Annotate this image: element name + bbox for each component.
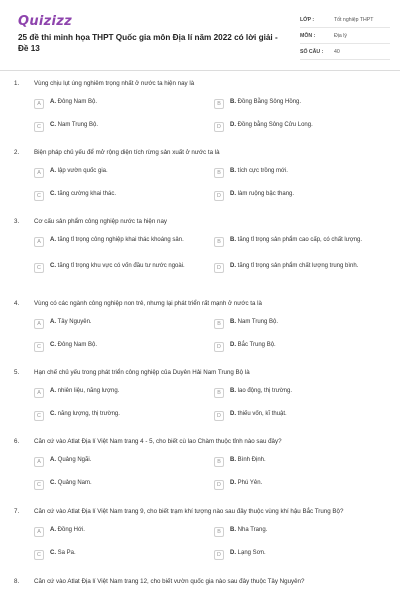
option-text: lập vườn quốc gia. (57, 168, 108, 174)
option-content (230, 318, 278, 326)
option-prefix: B. (230, 527, 236, 533)
option-prefix: D. (230, 480, 236, 486)
option-letter: C (34, 342, 44, 352)
option-content (50, 262, 185, 270)
option-letter: C (34, 411, 44, 421)
option-content (50, 167, 108, 175)
question-text: Hạn chế chủ yếu trong phát triển công nghiệp của Duyên Hải Nam Trung Bộ là (34, 369, 250, 376)
meta-value: Địa lý (334, 32, 347, 39)
option-content (50, 341, 97, 349)
option-prefix: C. (50, 480, 56, 486)
question-number: 4. (14, 300, 20, 307)
option-text: Quảng Nam. (57, 480, 92, 486)
option-text: Đông Nam Bộ. (57, 342, 98, 348)
question-text: Cơ cấu sản phẩm công nghiệp nước ta hiện nay (34, 218, 167, 225)
option-prefix: C. (50, 411, 56, 417)
meta-key: LỚP : (300, 16, 315, 23)
option-letter: B (214, 319, 224, 329)
option-text: lao động, thị trường. (237, 388, 292, 394)
option-content (50, 479, 92, 487)
option-text: Phú Yên. (237, 480, 263, 486)
option-letter: B (214, 527, 224, 537)
option-c[interactable] (34, 410, 204, 421)
option-prefix: B. (230, 319, 236, 325)
option-letter: D (214, 480, 224, 490)
option-prefix: D. (230, 411, 236, 417)
option-a[interactable] (34, 456, 204, 467)
option-text: làm ruộng bậc thang. (237, 191, 295, 197)
meta-row-class (300, 12, 390, 28)
option-content (50, 549, 76, 557)
option-letter: C (34, 480, 44, 490)
question-number: 5. (14, 369, 20, 376)
question-number: 8. (14, 578, 20, 585)
option-content (230, 387, 292, 395)
option-letter: B (214, 168, 224, 178)
option-d[interactable] (214, 479, 384, 490)
option-letter: A (34, 168, 44, 178)
option-a[interactable] (34, 318, 204, 329)
option-letter: A (34, 319, 44, 329)
option-content (230, 236, 362, 244)
option-content (230, 190, 294, 198)
option-prefix: B. (230, 388, 236, 394)
option-content (230, 167, 288, 175)
option-letter: C (34, 263, 44, 273)
option-text: tích cực trồng mới. (237, 168, 288, 174)
meta-value: 40 (334, 48, 340, 55)
option-letter: C (34, 191, 44, 201)
option-text: Tây Nguyên. (57, 319, 92, 325)
option-content (50, 387, 119, 395)
option-c[interactable] (34, 262, 210, 273)
option-prefix: A. (50, 457, 56, 463)
option-content (50, 98, 97, 106)
option-content (230, 121, 313, 129)
option-letter: B (214, 457, 224, 467)
option-text: Nha Trang. (237, 527, 268, 533)
question-text: Biện pháp chủ yếu để mở rộng diện tích rừng sản xuất ở nước ta là (34, 149, 220, 156)
option-letter: B (214, 99, 224, 109)
option-c[interactable] (34, 341, 204, 352)
option-content (50, 190, 116, 198)
option-b[interactable] (214, 387, 384, 398)
option-prefix: B. (230, 237, 236, 243)
question-number: 3. (14, 218, 20, 225)
question-number: 2. (14, 149, 20, 156)
option-letter: C (34, 550, 44, 560)
option-content (230, 479, 262, 487)
option-a[interactable] (34, 236, 204, 247)
option-text: Sa Pa. (57, 550, 76, 556)
option-letter: D (214, 122, 224, 132)
option-prefix: A. (50, 319, 56, 325)
option-d[interactable] (214, 190, 384, 201)
option-b[interactable] (214, 526, 384, 537)
option-content (50, 410, 120, 418)
question-text: Vùng có các ngành công nghiệp non trẻ, nhưng lại phát triển rất mạnh ở nước ta là (34, 300, 262, 307)
option-text: tăng cường khai thác. (57, 191, 116, 197)
option-letter: D (214, 342, 224, 352)
option-letter: B (214, 388, 224, 398)
option-content (230, 98, 301, 106)
option-letter: A (34, 99, 44, 109)
option-text: tăng tỉ trọng khu vực có vốn đầu tư nước ngoài. (57, 263, 185, 269)
question-text: Căn cứ vào Atlat Địa lí Việt Nam trang 4 - 5, cho biết cù lao Chàm thuộc tỉnh nào sau đây? (34, 438, 282, 445)
option-a[interactable] (34, 98, 204, 109)
option-d[interactable] (214, 549, 384, 560)
option-prefix: D. (230, 342, 236, 348)
document-header (0, 0, 400, 62)
option-letter: A (34, 237, 44, 247)
meta-key: SỐ CÂU : (300, 48, 324, 55)
option-content (230, 262, 358, 270)
quizizz-logo: Quizizz (18, 14, 73, 29)
option-text: tăng tỉ trọng sản phẩm chất lượng trung bình. (237, 263, 359, 269)
option-text: Bắc Trung Bộ. (237, 342, 276, 348)
option-prefix: A. (50, 99, 56, 105)
option-letter: B (214, 237, 224, 247)
option-a[interactable] (34, 167, 204, 178)
option-b[interactable] (214, 167, 384, 178)
option-prefix: C. (50, 263, 56, 269)
option-letter: D (214, 263, 224, 273)
option-text: năng lượng, thị trường. (57, 411, 120, 417)
option-letter: D (214, 550, 224, 560)
option-b[interactable] (214, 318, 384, 329)
option-prefix: D. (230, 550, 236, 556)
option-d[interactable] (214, 410, 384, 421)
option-text: tăng tỉ trọng công nghiệp khai thác khoáng sản. (57, 237, 184, 243)
question-text: Vùng chịu lụt úng nghiêm trọng nhất ở nước ta hiện nay là (34, 80, 195, 87)
option-b[interactable] (214, 236, 390, 247)
option-d[interactable] (214, 262, 390, 273)
option-text: Lạng Sơn. (237, 550, 266, 556)
option-content (50, 456, 91, 464)
option-letter: C (34, 122, 44, 132)
option-letter: A (34, 457, 44, 467)
question-number: 6. (14, 438, 20, 445)
option-prefix: A. (50, 388, 56, 394)
option-b[interactable] (214, 456, 384, 467)
option-content (230, 410, 287, 418)
option-prefix: B. (230, 99, 236, 105)
option-prefix: B. (230, 168, 236, 174)
option-a[interactable] (34, 387, 204, 398)
option-c[interactable] (34, 549, 204, 560)
option-content (230, 549, 266, 557)
question-text: Căn cứ vào Atlat Địa lí Việt Nam trang 12, cho biết vườn quốc gia nào sau đây thuộc Tây Nguyên? (34, 578, 305, 585)
option-prefix: D. (230, 263, 236, 269)
option-c[interactable] (34, 190, 204, 201)
meta-value: Tốt nghiệp THPT (334, 16, 374, 23)
option-text: Đồng Bằng Sông Hồng. (237, 99, 302, 105)
question-number: 1. (14, 80, 20, 87)
document-title: 25 đề thi minh họa THPT Quốc gia môn Địa lí năm 2022 có lời giải - Đề 13 (18, 33, 278, 53)
option-prefix: A. (50, 527, 56, 533)
option-content (230, 341, 276, 349)
option-d[interactable] (214, 341, 384, 352)
question-number: 7. (14, 508, 20, 515)
question-text: Căn cứ vào Atlat Địa lí Việt Nam trang 9, cho biết trạm khí tượng nào sau đây thuộc vùng khí hậu Bắc Trung Bộ? (34, 508, 344, 515)
option-content (50, 121, 98, 129)
option-prefix: D. (230, 191, 236, 197)
option-d[interactable] (214, 121, 384, 132)
option-prefix: D. (230, 122, 236, 128)
option-a[interactable] (34, 526, 204, 537)
option-letter: A (34, 527, 44, 537)
option-prefix: C. (50, 191, 56, 197)
option-prefix: C. (50, 122, 56, 128)
meta-row-subject (300, 28, 390, 44)
option-content (50, 236, 198, 244)
option-prefix: A. (50, 237, 56, 243)
option-letter: A (34, 388, 44, 398)
option-content (230, 526, 267, 534)
option-text: Đông Nam Bộ. (57, 99, 98, 105)
meta-row-question-count (300, 44, 390, 60)
option-text: nhiên liệu, năng lượng. (57, 388, 120, 394)
option-prefix: A. (50, 168, 56, 174)
header-divider (0, 70, 400, 71)
option-prefix: C. (50, 550, 56, 556)
meta-key: MÔN : (300, 32, 316, 39)
option-prefix: C. (50, 342, 56, 348)
option-letter: D (214, 411, 224, 421)
option-text: Nam Trung Bộ. (57, 122, 99, 128)
option-text: Nam Trung Bộ. (237, 319, 279, 325)
option-letter: D (214, 191, 224, 201)
option-text: Bình Định. (237, 457, 266, 463)
option-content (50, 318, 92, 326)
option-text: Đồng Hới. (57, 527, 85, 533)
option-text: tăng tỉ trọng sản phẩm cao cấp, có chất lượng. (237, 237, 363, 243)
option-c[interactable] (34, 479, 204, 490)
option-text: thiếu vốn, kĩ thuật. (237, 411, 287, 417)
option-text: Quảng Ngãi. (57, 457, 92, 463)
option-text: Đồng bằng Sông Cửu Long. (237, 122, 313, 128)
document-meta (300, 12, 390, 60)
option-content (50, 526, 85, 534)
option-content (230, 456, 266, 464)
option-c[interactable] (34, 121, 204, 132)
option-prefix: B. (230, 457, 236, 463)
option-b[interactable] (214, 98, 384, 109)
